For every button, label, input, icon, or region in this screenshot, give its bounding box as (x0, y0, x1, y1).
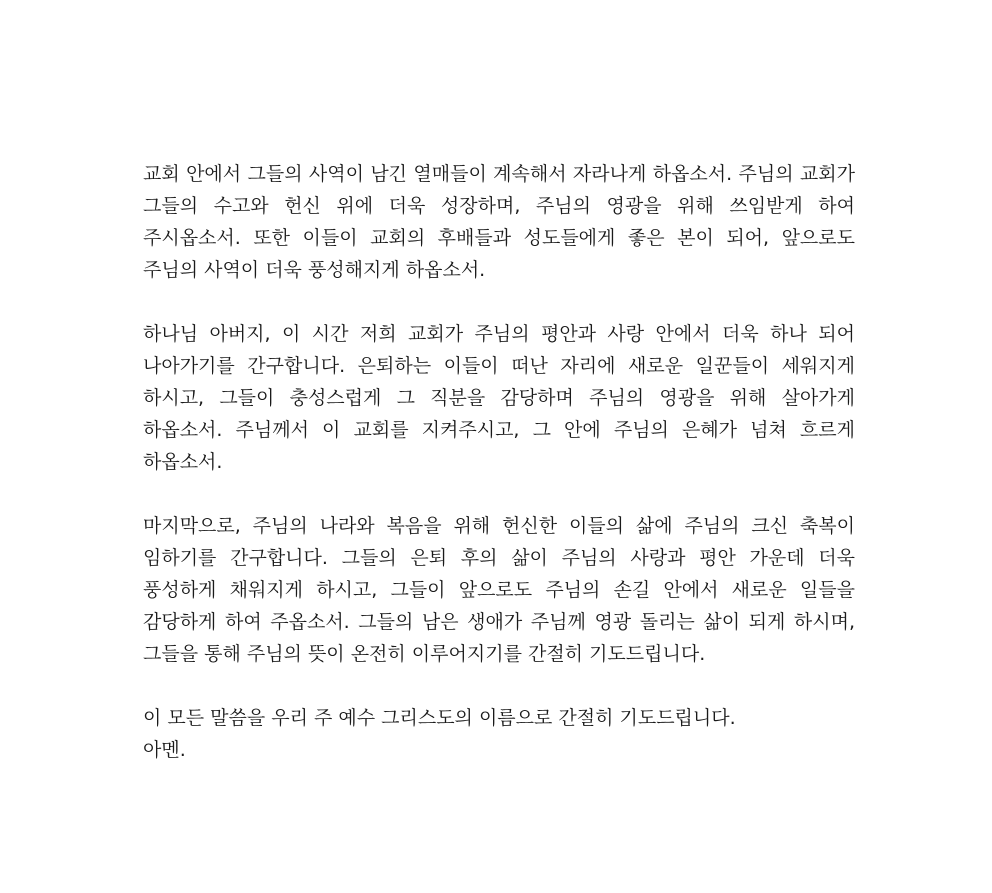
paragraph-3: 마지막으로, 주님의 나라와 복음을 위해 헌신한 이들의 삶에 주님의 크신 축복이 임하기를 간구합니다. 그들의 은퇴 후의 삶이 주님의 사랑과 평안 가운데 더욱 풍성하게 채워지게 하시고, 그들이 앞으로도 주님의 손길 안에서 새로운 일들을 감당하게 하여 주옵소서. 그들의 남은 생애가 주님께 영광 돌리는 삶이 되게 하시며, 그들을 통해 주님의 뜻이 온전히 이루어지기를 간절히 기도드립니다. (143, 515, 855, 665)
amen-line: 아멘. (143, 739, 186, 761)
paragraph-2: 하나님 아버지, 이 시간 저희 교회가 주님의 평안과 사랑 안에서 더욱 하나 되어 나아가기를 간구합니다. 은퇴하는 이들이 떠난 자리에 새로운 일꾼들이 세워지게 하시고, 그들이 충성스럽게 그 직분을 감당하며 주님의 영광을 위해 살아가게 하옵소서. 주님께서 이 교회를 지켜주시고, 그 안에 주님의 은혜가 넘쳐 흐르게 하옵소서. (143, 323, 855, 473)
prayer-text (143, 158, 855, 766)
closing-line: 이 모든 말씀을 우리 주 예수 그리스도의 이름으로 간절히 기도드립니다. (143, 707, 736, 729)
paragraph-1: 교회 안에서 그들의 사역이 남긴 열매들이 계속해서 자라나게 하옵소서. 주님의 교회가 그들의 수고와 헌신 위에 더욱 성장하며, 주님의 영광을 위해 쓰임받게 하여 주시옵소서. 또한 이들이 교회의 후배들과 성도들에게 좋은 본이 되어, 앞으로도 주님의 사역이 더욱 풍성해지게 하옵소서. (143, 163, 855, 281)
closing-block (143, 702, 855, 766)
